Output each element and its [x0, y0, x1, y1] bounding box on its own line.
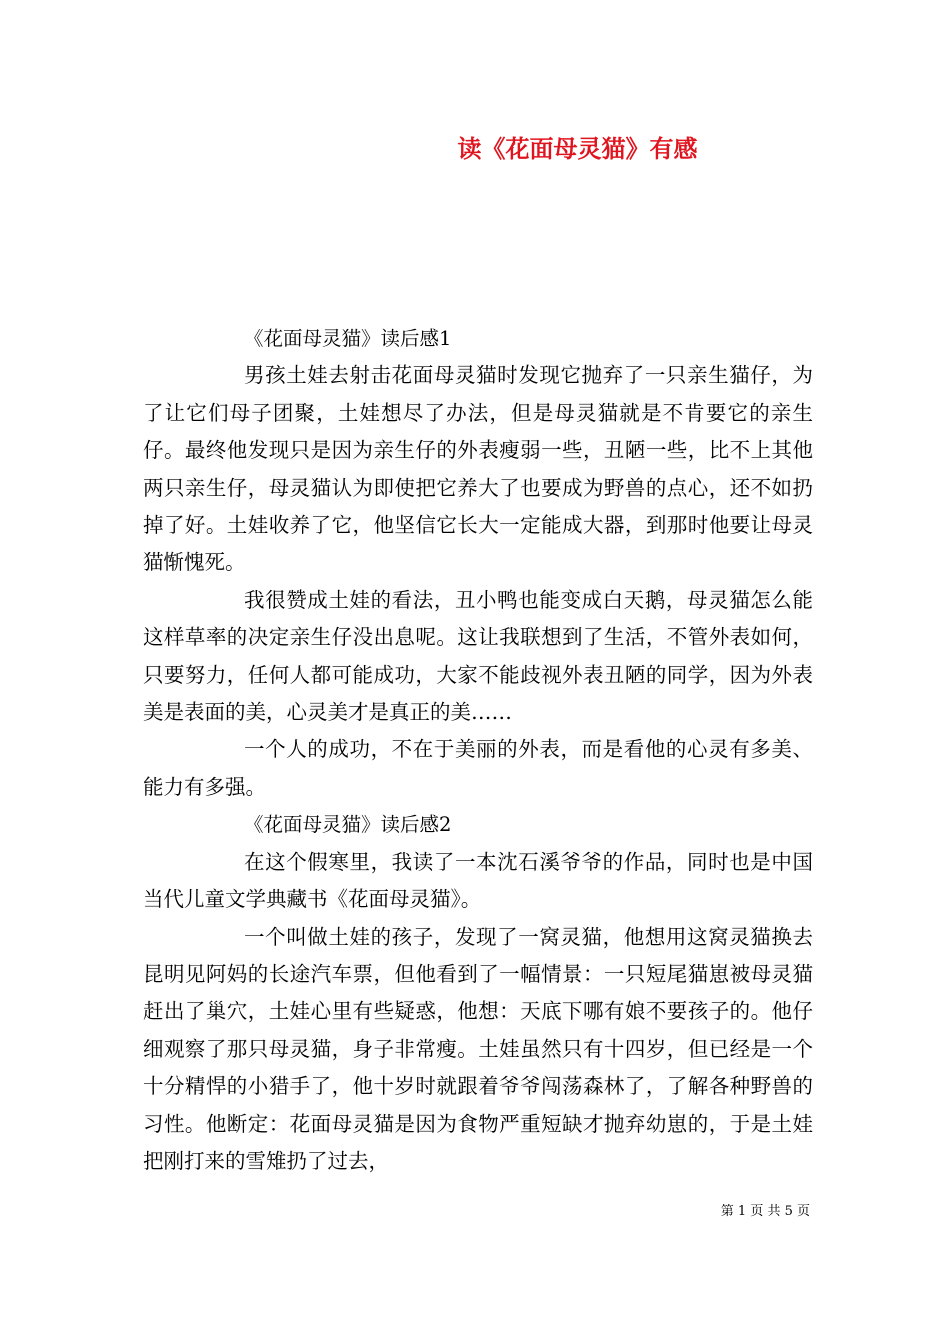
- paragraph: 我很赞成土娃的看法，丑小鸭也能变成白天鹅，母灵猫怎么能这样草率的决定亲生仔没出息呢。这让我联想到了生活，不管外表如何，只要努力，任何人都可能成功，大家不能歧视外表丑陋的同学，因为外表美是表面的美，心灵美才是真正的美……: [143, 587, 813, 725]
- article-body: [143, 320, 813, 1180]
- section-heading: 《花面母灵猫》读后感2: [244, 813, 452, 837]
- paragraph: 一个人的成功，不在于美丽的外表，而是看他的心灵有多美、能力有多强。: [143, 737, 813, 799]
- page-number-footer: 第 1 页 共 5 页: [720, 1204, 810, 1219]
- paragraph: 在这个假寒里，我读了一本沈石溪爷爷的作品，同时也是中国当代儿童文学典藏书《花面母灵猫》。: [143, 849, 813, 912]
- paragraph: 男孩土娃去射击花面母灵猫时发现它抛弃了一只亲生猫仔，为了让它们母子团聚，土娃想尽了办法，但是母灵猫就是不肯要它的亲生仔。最终他发现只是因为亲生仔的外表瘦弱一些，丑陋一些，比不上其他两只亲生仔，母灵猫认为即使把它养大了也要成为野兽的点心，还不如扔掉了好。土娃收养了它，他坚信它长大一定能成大器，到那时他要让母灵猫惭愧死。: [143, 363, 813, 575]
- section-heading: 《花面母灵猫》读后感1: [244, 327, 452, 350]
- page-title: 读《花面母灵猫》有感: [457, 134, 698, 163]
- paragraph: 一个叫做土娃的孩子，发现了一窝灵猫，他想用这窝灵猫换去昆明见阿妈的长途汽车票，但他看到了一幅情景：一只短尾猫崽被母灵猫赶出了巢穴，土娃心里有些疑惑，他想：天底下哪有娘不要孩子的。他仔细观察了那只母灵猫，身子非常瘦。土娃虽然只有十四岁，但已经是一个十分精悍的小猎手了，他十岁时就跟着爷爷闯荡森林了，了解各种野兽的习性。他断定：花面母灵猫是因为食物严重短缺才抛弃幼崽的，于是土娃把刚打来的雪雉扔了过去，: [143, 924, 813, 1173]
